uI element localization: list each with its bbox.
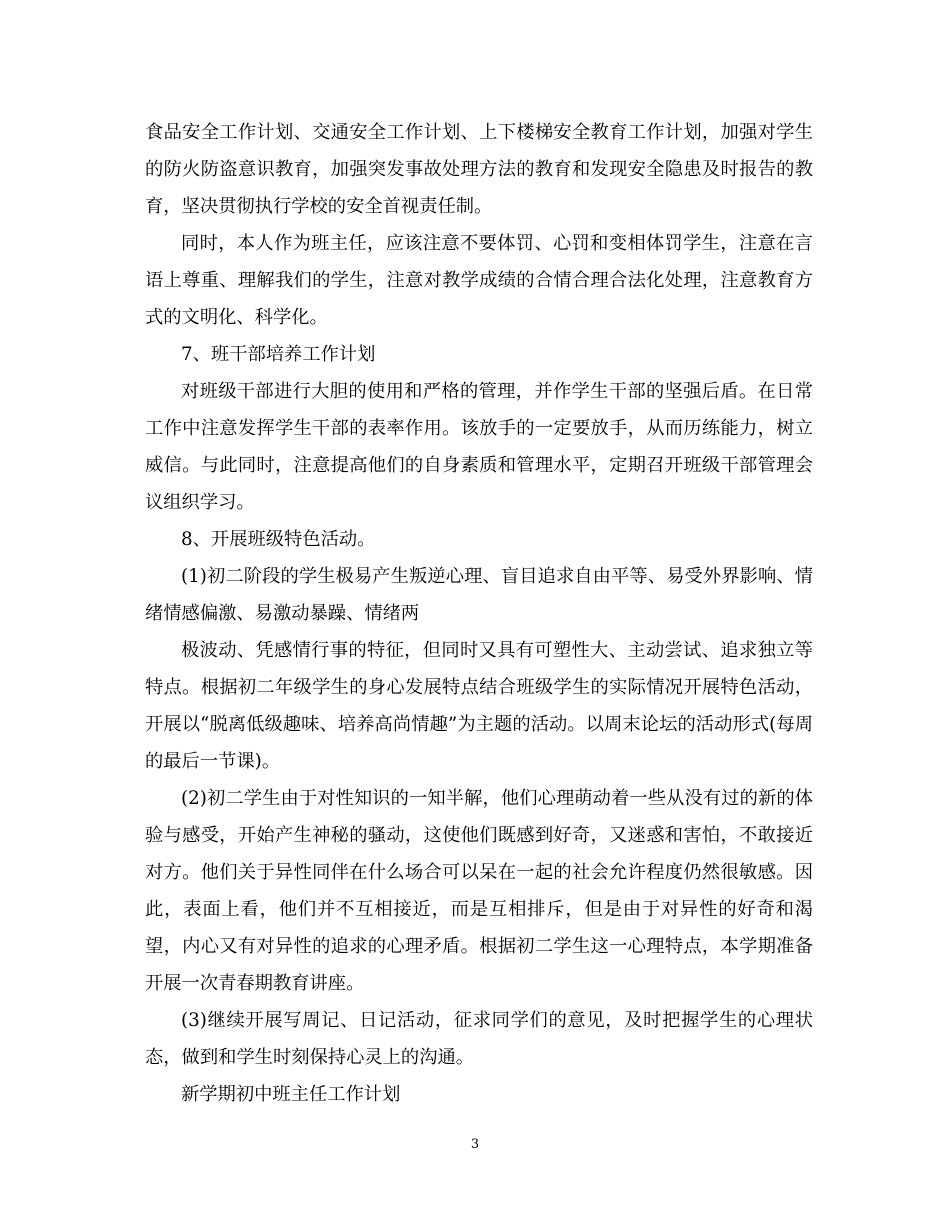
paragraph-7: (3)继续开展写周记、日记活动，征求同学们的意见，及时把握学生的心理状态，做到和学生时刻保持心灵上的沟通。 bbox=[145, 1010, 813, 1068]
section-heading-8: 8、开展班级特色活动。 bbox=[181, 529, 376, 550]
paragraph-3: 对班级干部进行大胆的使用和严格的管理，并作学生干部的坚强后盾。在日常工作中注意发挥学生干部的表率作用。该放手的一定要放手，从而历练能力，树立威信。与此同时，注意提高他们的自身素质和管理水平，定期召开班级干部管理会议组织学习。 bbox=[145, 381, 813, 513]
paragraph-4: (1)初二阶段的学生极易产生叛逆心理、盲目追求自由平等、易受外界影响、情绪情感偏激、易激动暴躁、情绪两 bbox=[145, 566, 813, 624]
paragraph-5: 极波动、凭感情行事的特征，但同时又具有可塑性大、主动尝试、追求独立等特点。根据初二年级学生的身心发展特点结合班级学生的实际情况开展特色活动，开展以“脱离低级趣味、培养高尚情趣”为主题的活动。以周末论坛的活动形式(每周的最后一节课)。 bbox=[145, 640, 813, 772]
paragraph-1: 食品安全工作计划、交通安全工作计划、上下楼梯安全教育工作计划，加强对学生的防火防盗意识教育，加强突发事故处理方法的教育和发现安全隐患及时报告的教育，坚决贯彻执行学校的安全首视责任制。 bbox=[145, 122, 813, 217]
paragraph-2: 同时，本人作为班主任，应该注意不要体罚、心罚和变相体罚学生，注意在言语上尊重、理解我们的学生，注意对教学成绩的合情合理合法化处理，注意教育方式的文明化、科学化。 bbox=[145, 233, 813, 328]
section-heading-7: 7、班干部培养工作计划 bbox=[181, 344, 376, 365]
paragraph-6: (2)初二学生由于对性知识的一知半解，他们心理萌动着一些从没有过的新的体验与感受，开始产生神秘的骚动，这使他们既感到好奇，又迷惑和害怕，不敢接近对方。他们关于异性同伴在什么场合可以呆在一起的社会允许程度仍然很敏感。因此，表面上看，他们并不互相接近，而是互相排斥，但是由于对异性的好奇和渴望，内心又有对异性的追求的心理矛盾。根据初二学生这一心理特点，本学期准备开展一次青春期教育讲座。 bbox=[145, 788, 813, 994]
document-body bbox=[145, 114, 813, 1113]
page-number: 3 bbox=[470, 1137, 480, 1152]
closing-title: 新学期初中班主任工作计划 bbox=[181, 1084, 401, 1105]
